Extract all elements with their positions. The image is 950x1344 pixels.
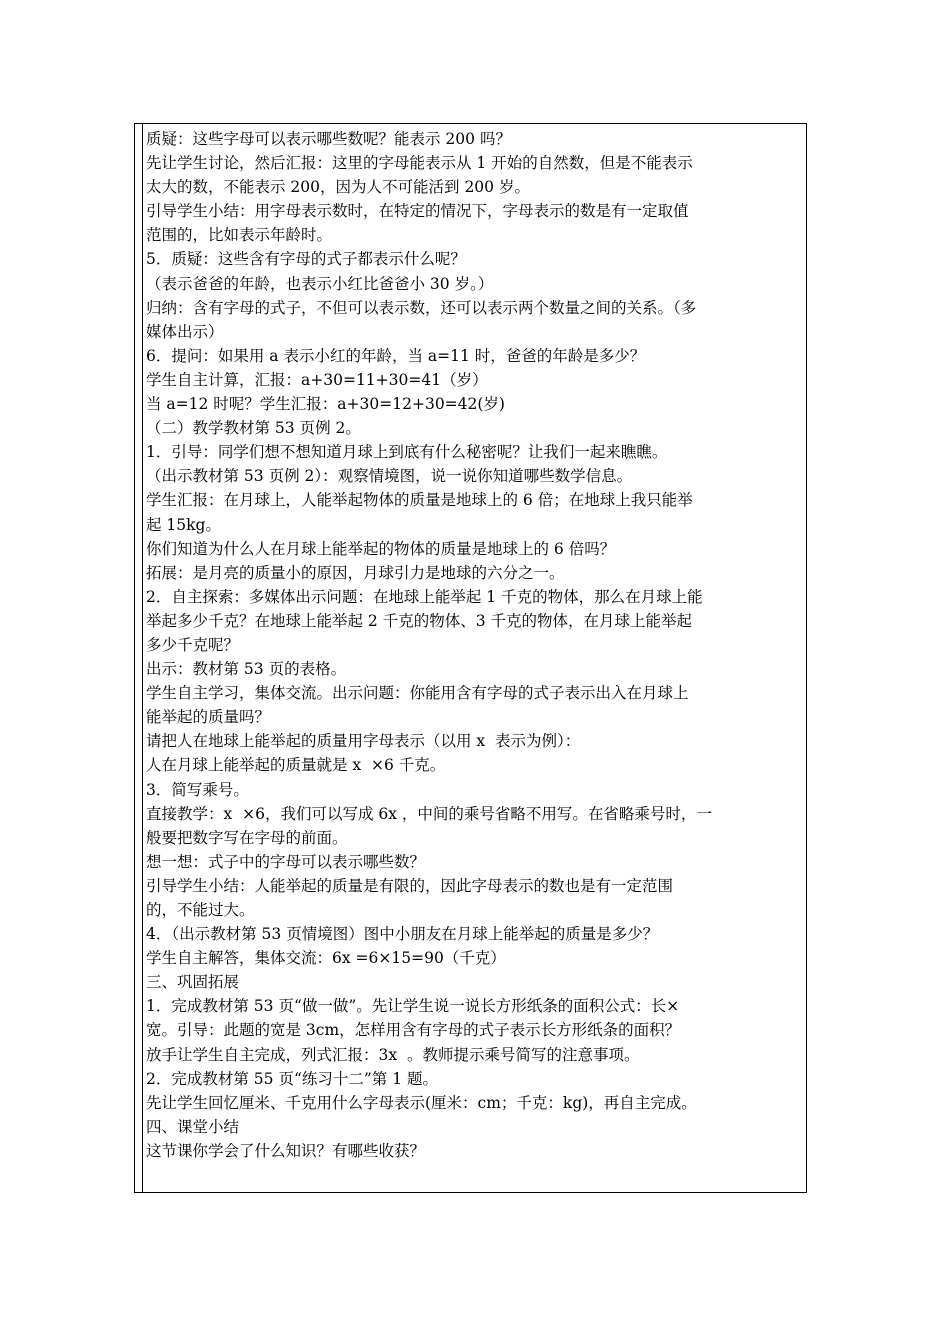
text-line: 引导学生小结：人能举起的质量是有限的，因此字母表示的数也是有一定范围 bbox=[146, 876, 674, 895]
text-line: 6．提问：如果用 a 表示小红的年龄，当 a=11 时，爸爸的年龄是多少？ bbox=[146, 346, 646, 365]
lesson-content bbox=[146, 127, 804, 1163]
text-line: 归纳：含有字母的式子，不但可以表示数，还可以表示两个数量之间的关系。（多 bbox=[146, 298, 697, 317]
text-line: 你们知道为什么人在月球上能举起的物体的质量是地球上的 6 倍吗？ bbox=[146, 539, 616, 558]
text-line: 出示：教材第 53 页的表格。 bbox=[146, 660, 347, 679]
text-line: 学生自主解答，集体交流：6x =6×15=90（千克） bbox=[146, 949, 506, 968]
text-line: 媒体出示） bbox=[146, 322, 224, 341]
text-line: 学生自主计算，汇报：a+30=11+30=41（岁） bbox=[146, 370, 488, 389]
text-line: 拓展：是月亮的质量小的原因，月球引力是地球的六分之一。 bbox=[146, 563, 565, 582]
text-line: 起 15kg。 bbox=[146, 515, 221, 534]
text-line: 能举起的质量吗？ bbox=[146, 708, 271, 727]
text-line: 当 a=12 时呢？学生汇报：a+30=12+30=42(岁) bbox=[146, 395, 505, 414]
text-line: 想一想：式子中的字母可以表示哪些数？ bbox=[146, 852, 426, 871]
text-line: 2．自主探索：多媒体出示问题：在地球上能举起 1 千克的物体，那么在月球上能 bbox=[146, 587, 703, 606]
text-line: 1．引导：同学们想不想知道月球上到底有什么秘密呢？让我们一起来瞧瞧。 bbox=[146, 443, 668, 462]
text-line: 先让学生讨论，然后汇报：这里的字母能表示从 1 开始的自然数，但是不能表示 bbox=[146, 154, 693, 173]
text-line: 四、课堂小结 bbox=[146, 1117, 240, 1136]
text-line: 举起多少千克？在地球上能举起 2 千克的物体、3 千克的物体，在月球上能举起 bbox=[146, 611, 693, 630]
text-line: 放手让学生自主完成，列式汇报：3x 。教师提示乘号简写的注意事项。 bbox=[146, 1045, 640, 1064]
text-line: 三、巩固拓展 bbox=[146, 973, 240, 992]
text-line: 范围的，比如表示年龄时。 bbox=[146, 226, 333, 245]
text-line: 多少千克呢？ bbox=[146, 635, 240, 654]
text-line: 质疑：这些字母可以表示哪些数呢？能表示 200 吗？ bbox=[146, 130, 511, 148]
table-column-divider bbox=[134, 123, 143, 1193]
text-line: 3．简写乘号。 bbox=[146, 780, 249, 799]
text-line: 般要把数字写在字母的前面。 bbox=[146, 828, 348, 847]
text-line: 学生汇报：在月球上，人能举起物体的质量是地球上的 6 倍；在地球上我只能举 bbox=[146, 491, 693, 510]
text-line: 的，不能过大。 bbox=[146, 901, 255, 919]
text-line: 宽。引导：此题的宽是 3cm，怎样用含有字母的式子表示长方形纸条的面积？ bbox=[146, 1021, 681, 1040]
text-line: （表示爸爸的年龄，也表示小红比爸爸小 30 岁。） bbox=[146, 274, 494, 293]
text-line: 4．（出示教材第 53 页情境图）图中小朋友在月球上能举起的质量是多少？ bbox=[146, 925, 659, 944]
text-line: （出示教材第 53 页例 2）：观察情境图，说一说你知道哪些数学信息。 bbox=[146, 467, 633, 486]
text-line: 1．完成教材第 53 页“做一做”。先让学生说一说长方形纸条的面积公式：长× bbox=[146, 997, 680, 1016]
text-line: 太大的数，不能表示 200，因为人不可能活到 200 岁。 bbox=[146, 178, 530, 197]
text-line: 直接教学：x ×6，我们可以写成 6x ，中间的乘号省略不用写。在省略乘号时，一 bbox=[146, 804, 712, 823]
text-line: 先让学生回忆厘米、千克用什么字母表示(厘米：cm；千克：kg)，再自主完成。 bbox=[146, 1093, 697, 1112]
text-line: （二）教学教材第 53 页例 2。 bbox=[146, 419, 361, 438]
text-line: 请把人在地球上能举起的质量用字母表示（以用 x 表示为例）： bbox=[146, 732, 581, 751]
text-line: 5．质疑：这些含有字母的式子都表示什么呢？ bbox=[146, 250, 466, 269]
text-line: 引导学生小结：用字母表示数时，在特定的情况下，字母表示的数是有一定取值 bbox=[146, 202, 689, 221]
text-line: 学生自主学习，集体交流。出示问题：你能用含有字母的式子表示出入在月球上 bbox=[146, 684, 689, 703]
text-line: 这节课你学会了什么知识？有哪些收获？ bbox=[146, 1141, 426, 1160]
text-line: 人在月球上能举起的质量就是 x ×6 千克。 bbox=[146, 756, 446, 775]
text-line: 2．完成教材第 55 页“练习十二”第 1 题。 bbox=[146, 1069, 439, 1088]
